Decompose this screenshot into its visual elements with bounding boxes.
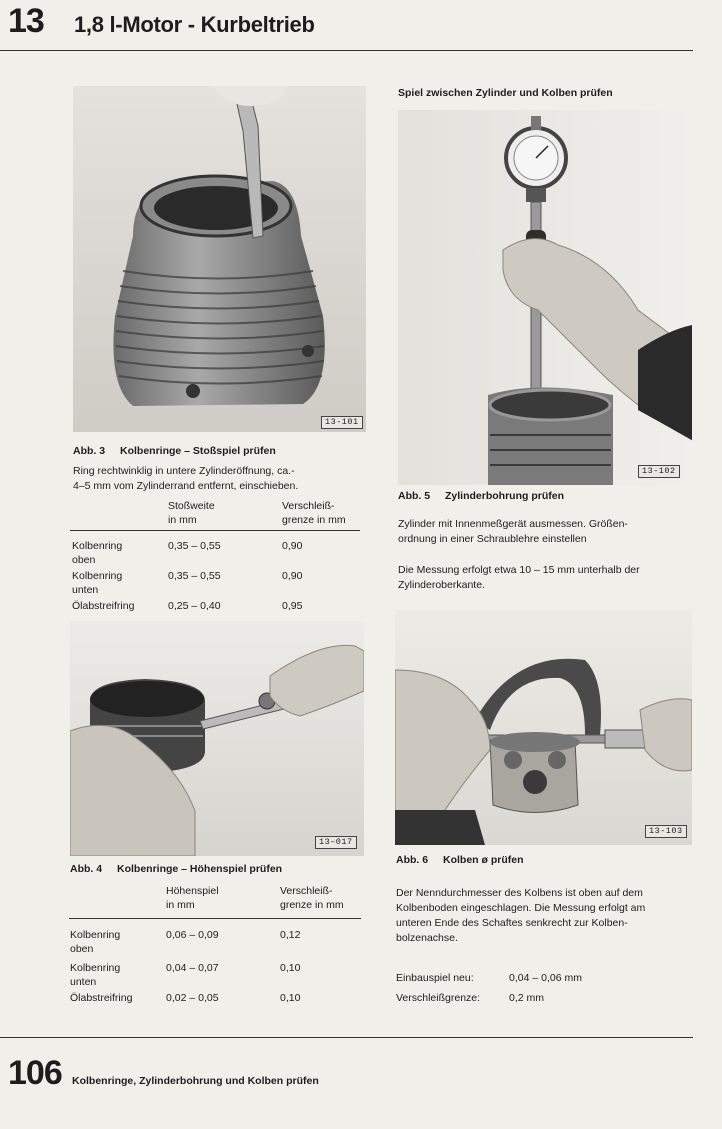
fig3-text-line: Ring rechtwinklig in untere Zylinderöffnung, ca.-: [73, 465, 295, 477]
fig5-note-line: Die Messung erfolgt etwa 10 – 15 mm unterhalb der: [398, 564, 640, 576]
fig5-text-line: Zylinder mit Innenmeßgerät ausmessen. Größen-: [398, 518, 628, 530]
photo-piston-micrometer: [395, 610, 692, 845]
table-row-name: [72, 539, 122, 567]
fig6-text-line: Kolbenboden eingeschlagen. Die Messung erfolgt am: [396, 902, 646, 914]
clearance-specs: [396, 971, 676, 1011]
fig4-number: Abb. 4: [70, 863, 103, 875]
fig4-caption: [70, 863, 282, 875]
spec-label: Einbauspiel neu:: [396, 972, 474, 984]
photo-piston-ring-height: [70, 621, 364, 856]
spec-row: [396, 991, 676, 1011]
spec-value: 0,2 mm: [509, 992, 545, 1004]
fig3-text-line: 4–5 mm vom Zylinderrand entfernt, einschieben.: [73, 480, 299, 492]
table-row-value: 0,35 – 0,55: [168, 540, 221, 552]
table-row-value: 0,02 – 0,05: [166, 992, 219, 1004]
row-name-line: Kolbenring: [72, 570, 123, 582]
header-line: Stoßweite: [168, 500, 215, 512]
table-row-value: 0,35 – 0,55: [168, 570, 221, 582]
fig6-title: Kolben ø prüfen: [443, 854, 524, 866]
fig6-caption: [396, 854, 524, 866]
fig6-number: Abb. 6: [396, 854, 429, 866]
spec-row: [396, 971, 676, 991]
row-name-line: oben: [72, 554, 96, 566]
chapter-number: 13: [8, 2, 44, 40]
row-name-line: Kolbenring: [70, 962, 121, 974]
right-section-heading: Spiel zwischen Zylinder und Kolben prüfen: [398, 87, 613, 99]
photo-cylinder-ring-gap: [73, 86, 366, 432]
table-row-name: [70, 961, 120, 989]
table2-col1-header: [166, 884, 219, 912]
header-rule: [0, 50, 693, 51]
header-line: Verschleiß-: [282, 500, 335, 512]
spec-label: Verschleißgrenze:: [396, 992, 481, 1004]
row-name-line: unten: [70, 976, 97, 988]
fig4-title: Kolbenringe – Höhenspiel prüfen: [117, 863, 283, 875]
row-name-line: oben: [70, 943, 94, 955]
table1-rule: [70, 530, 360, 531]
table1-col2-header: [282, 499, 346, 527]
fig3-description: [73, 464, 298, 494]
header-line: Höhenspiel: [166, 885, 219, 897]
table-row-name: Ölabstreifring: [70, 992, 133, 1004]
fig5-description: [398, 517, 628, 547]
table-row-name: Ölabstreifring: [72, 600, 135, 612]
table2-rule: [69, 918, 361, 919]
ring-gap-table: [70, 499, 366, 619]
footer-title: Kolbenringe, Zylinderbohrung und Kolben prüfen: [72, 1075, 319, 1087]
fig3-title: Kolbenringe – Stoßspiel prüfen: [120, 445, 276, 457]
fig6-text-line: bolzenachse.: [396, 932, 458, 944]
fig5-note-line: Zylinderoberkante.: [398, 579, 485, 591]
table-row-limit: 0,10: [280, 962, 301, 974]
ring-height-table: [69, 884, 365, 1004]
spec-value: 0,04 – 0,06 mm: [509, 972, 582, 984]
fig5-number: Abb. 5: [398, 490, 431, 502]
table-row-value: 0,06 – 0,09: [166, 929, 219, 941]
photo-bore-gauge: [398, 110, 692, 485]
table-row-limit: 0,90: [282, 540, 303, 552]
fig6-code: 13-103: [645, 825, 687, 838]
header-line: grenze in mm: [282, 514, 346, 526]
fig5-text-line: ordnung in einer Schraublehre einstellen: [398, 533, 587, 545]
fig5-title: Zylinderbohrung prüfen: [445, 490, 564, 502]
header-line: grenze in mm: [280, 899, 344, 911]
table-row-limit: 0,12: [280, 929, 301, 941]
table-row-name: [72, 569, 122, 597]
row-name-line: Kolbenring: [72, 540, 123, 552]
row-name-line: unten: [72, 584, 99, 596]
fig3-code: 13-101: [321, 416, 363, 429]
chapter-title: 1,8 l-Motor - Kurbeltrieb: [74, 12, 315, 37]
fig3-caption: [73, 445, 276, 457]
row-name-line: Kolbenring: [70, 929, 121, 941]
fig5-code: 13-102: [638, 465, 680, 478]
fig3-number: Abb. 3: [73, 445, 106, 457]
header-line: Verschleiß-: [280, 885, 333, 897]
fig5-caption: [398, 490, 564, 502]
fig6-text-line: unteren Ende des Schaftes senkrecht zur Kolben-: [396, 917, 628, 929]
page-number: 106: [8, 1054, 62, 1092]
fig6-description: [396, 886, 645, 946]
table1-col1-header: [168, 499, 215, 527]
header-line: in mm: [166, 899, 195, 911]
fig4-code: 13–017: [315, 836, 357, 849]
fig6-text-line: Der Nenndurchmesser des Kolbens ist oben auf dem: [396, 887, 643, 899]
footer-rule: [0, 1037, 693, 1038]
table-row-limit: 0,90: [282, 570, 303, 582]
table-row-value: 0,25 – 0,40: [168, 600, 221, 612]
table-row-value: 0,04 – 0,07: [166, 962, 219, 974]
table2-col2-header: [280, 884, 344, 912]
table-row-limit: 0,10: [280, 992, 301, 1004]
header-line: in mm: [168, 514, 197, 526]
table-row-limit: 0,95: [282, 600, 303, 612]
table-row-name: [70, 928, 120, 956]
fig5-note: [398, 563, 640, 593]
